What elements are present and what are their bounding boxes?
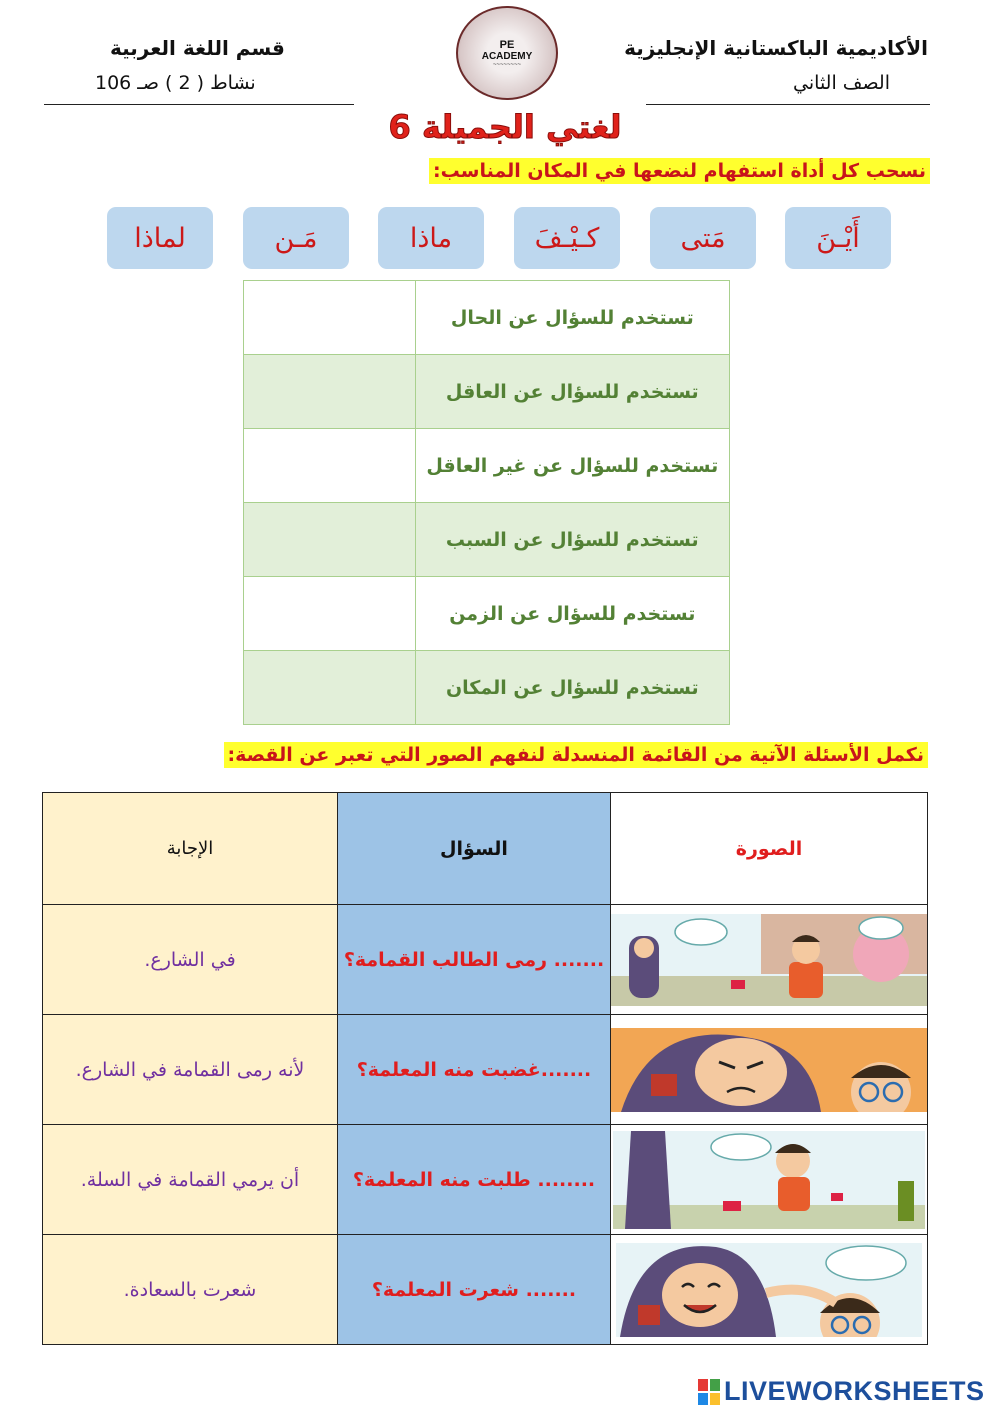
drop-target[interactable] bbox=[244, 577, 416, 651]
tool-chip-when[interactable]: مَتى bbox=[650, 207, 756, 269]
usage-row bbox=[244, 429, 730, 503]
story-table bbox=[42, 792, 928, 1345]
brand-text: LIVEWORKSHEETS bbox=[724, 1376, 985, 1406]
story-answer: لأنه رمى القمامة في الشارع. bbox=[43, 1015, 338, 1125]
tool-chip-where[interactable]: أَيْـنَ bbox=[785, 207, 891, 269]
header-question: السؤال bbox=[338, 793, 611, 905]
liveworksheets-brand bbox=[698, 1376, 985, 1407]
drop-target[interactable] bbox=[244, 281, 416, 355]
usage-row bbox=[244, 651, 730, 725]
usage-table bbox=[243, 280, 730, 725]
department-name: قسم اللغة العربية bbox=[110, 36, 285, 60]
academy-logo: PE ACADEMY ~~~~~~~~ bbox=[456, 6, 558, 100]
tool-chip-who[interactable]: مَـن bbox=[243, 207, 349, 269]
header-rule-right bbox=[646, 104, 930, 105]
comic-street-scene-illustration bbox=[611, 914, 927, 1006]
story-image-cell bbox=[611, 1235, 928, 1345]
header-rule-left bbox=[44, 104, 354, 105]
school-name: الأكاديمية الباكستانية الإنجليزية bbox=[624, 36, 928, 60]
usage-row bbox=[244, 503, 730, 577]
header-image: الصورة bbox=[611, 793, 928, 905]
story-row bbox=[43, 1125, 928, 1235]
tool-chip-why[interactable]: لماذا bbox=[107, 207, 213, 269]
story-header-row bbox=[43, 793, 928, 905]
usage-description: تستخدم للسؤال عن غير العاقل bbox=[415, 429, 729, 503]
instruction-dropdown: نكمل الأسئلة الآتية من القائمة المنسدلة لنفهم الصور التي تعبر عن القصة: bbox=[224, 742, 928, 768]
usage-row bbox=[244, 577, 730, 651]
comic-boy-picks-trash-illustration bbox=[613, 1131, 925, 1229]
story-image-cell bbox=[611, 1125, 928, 1235]
story-image-cell bbox=[611, 905, 928, 1015]
usage-description: تستخدم للسؤال عن المكان bbox=[415, 651, 729, 725]
usage-row bbox=[244, 281, 730, 355]
page-title: لغتي الجميلة 6 bbox=[388, 108, 622, 146]
usage-row bbox=[244, 355, 730, 429]
instruction-drag: نسحب كل أداة استفهام لنضعها في المكان المناسب: bbox=[429, 158, 930, 184]
tool-chip-what[interactable]: ماذا bbox=[378, 207, 484, 269]
story-row bbox=[43, 1015, 928, 1125]
drop-target[interactable] bbox=[244, 651, 416, 725]
story-question[interactable]: ....... شعرت المعلمة؟ bbox=[338, 1235, 611, 1345]
story-answer: شعرت بالسعادة. bbox=[43, 1235, 338, 1345]
story-question[interactable]: ........ طلبت منه المعلمة؟ bbox=[338, 1125, 611, 1235]
activity-label: نشاط ( 2 ) صـ 106 bbox=[95, 72, 256, 94]
tool-chip-row bbox=[107, 207, 891, 269]
header-answer: الإجابة bbox=[43, 793, 338, 905]
usage-description: تستخدم للسؤال عن السبب bbox=[415, 503, 729, 577]
story-answer: أن يرمي القمامة في السلة. bbox=[43, 1125, 338, 1235]
story-answer: في الشارع. bbox=[43, 905, 338, 1015]
drop-target[interactable] bbox=[244, 503, 416, 577]
drop-target[interactable] bbox=[244, 355, 416, 429]
comic-happy-teacher-illustration bbox=[616, 1243, 922, 1337]
story-row bbox=[43, 1235, 928, 1345]
usage-description: تستخدم للسؤال عن الحال bbox=[415, 281, 729, 355]
story-row bbox=[43, 905, 928, 1015]
story-question[interactable]: .......غضبت منه المعلمة؟ bbox=[338, 1015, 611, 1125]
tool-chip-how[interactable]: كـيْـفَ bbox=[514, 207, 620, 269]
liveworksheets-logo-icon bbox=[698, 1379, 720, 1405]
drop-target[interactable] bbox=[244, 429, 416, 503]
story-question[interactable]: ....... رمى الطالب القمامة؟ bbox=[338, 905, 611, 1015]
comic-angry-teacher-illustration bbox=[611, 1028, 927, 1112]
usage-description: تستخدم للسؤال عن العاقل bbox=[415, 355, 729, 429]
grade-label: الصف الثاني bbox=[793, 72, 890, 94]
story-image-cell bbox=[611, 1015, 928, 1125]
usage-description: تستخدم للسؤال عن الزمن bbox=[415, 577, 729, 651]
